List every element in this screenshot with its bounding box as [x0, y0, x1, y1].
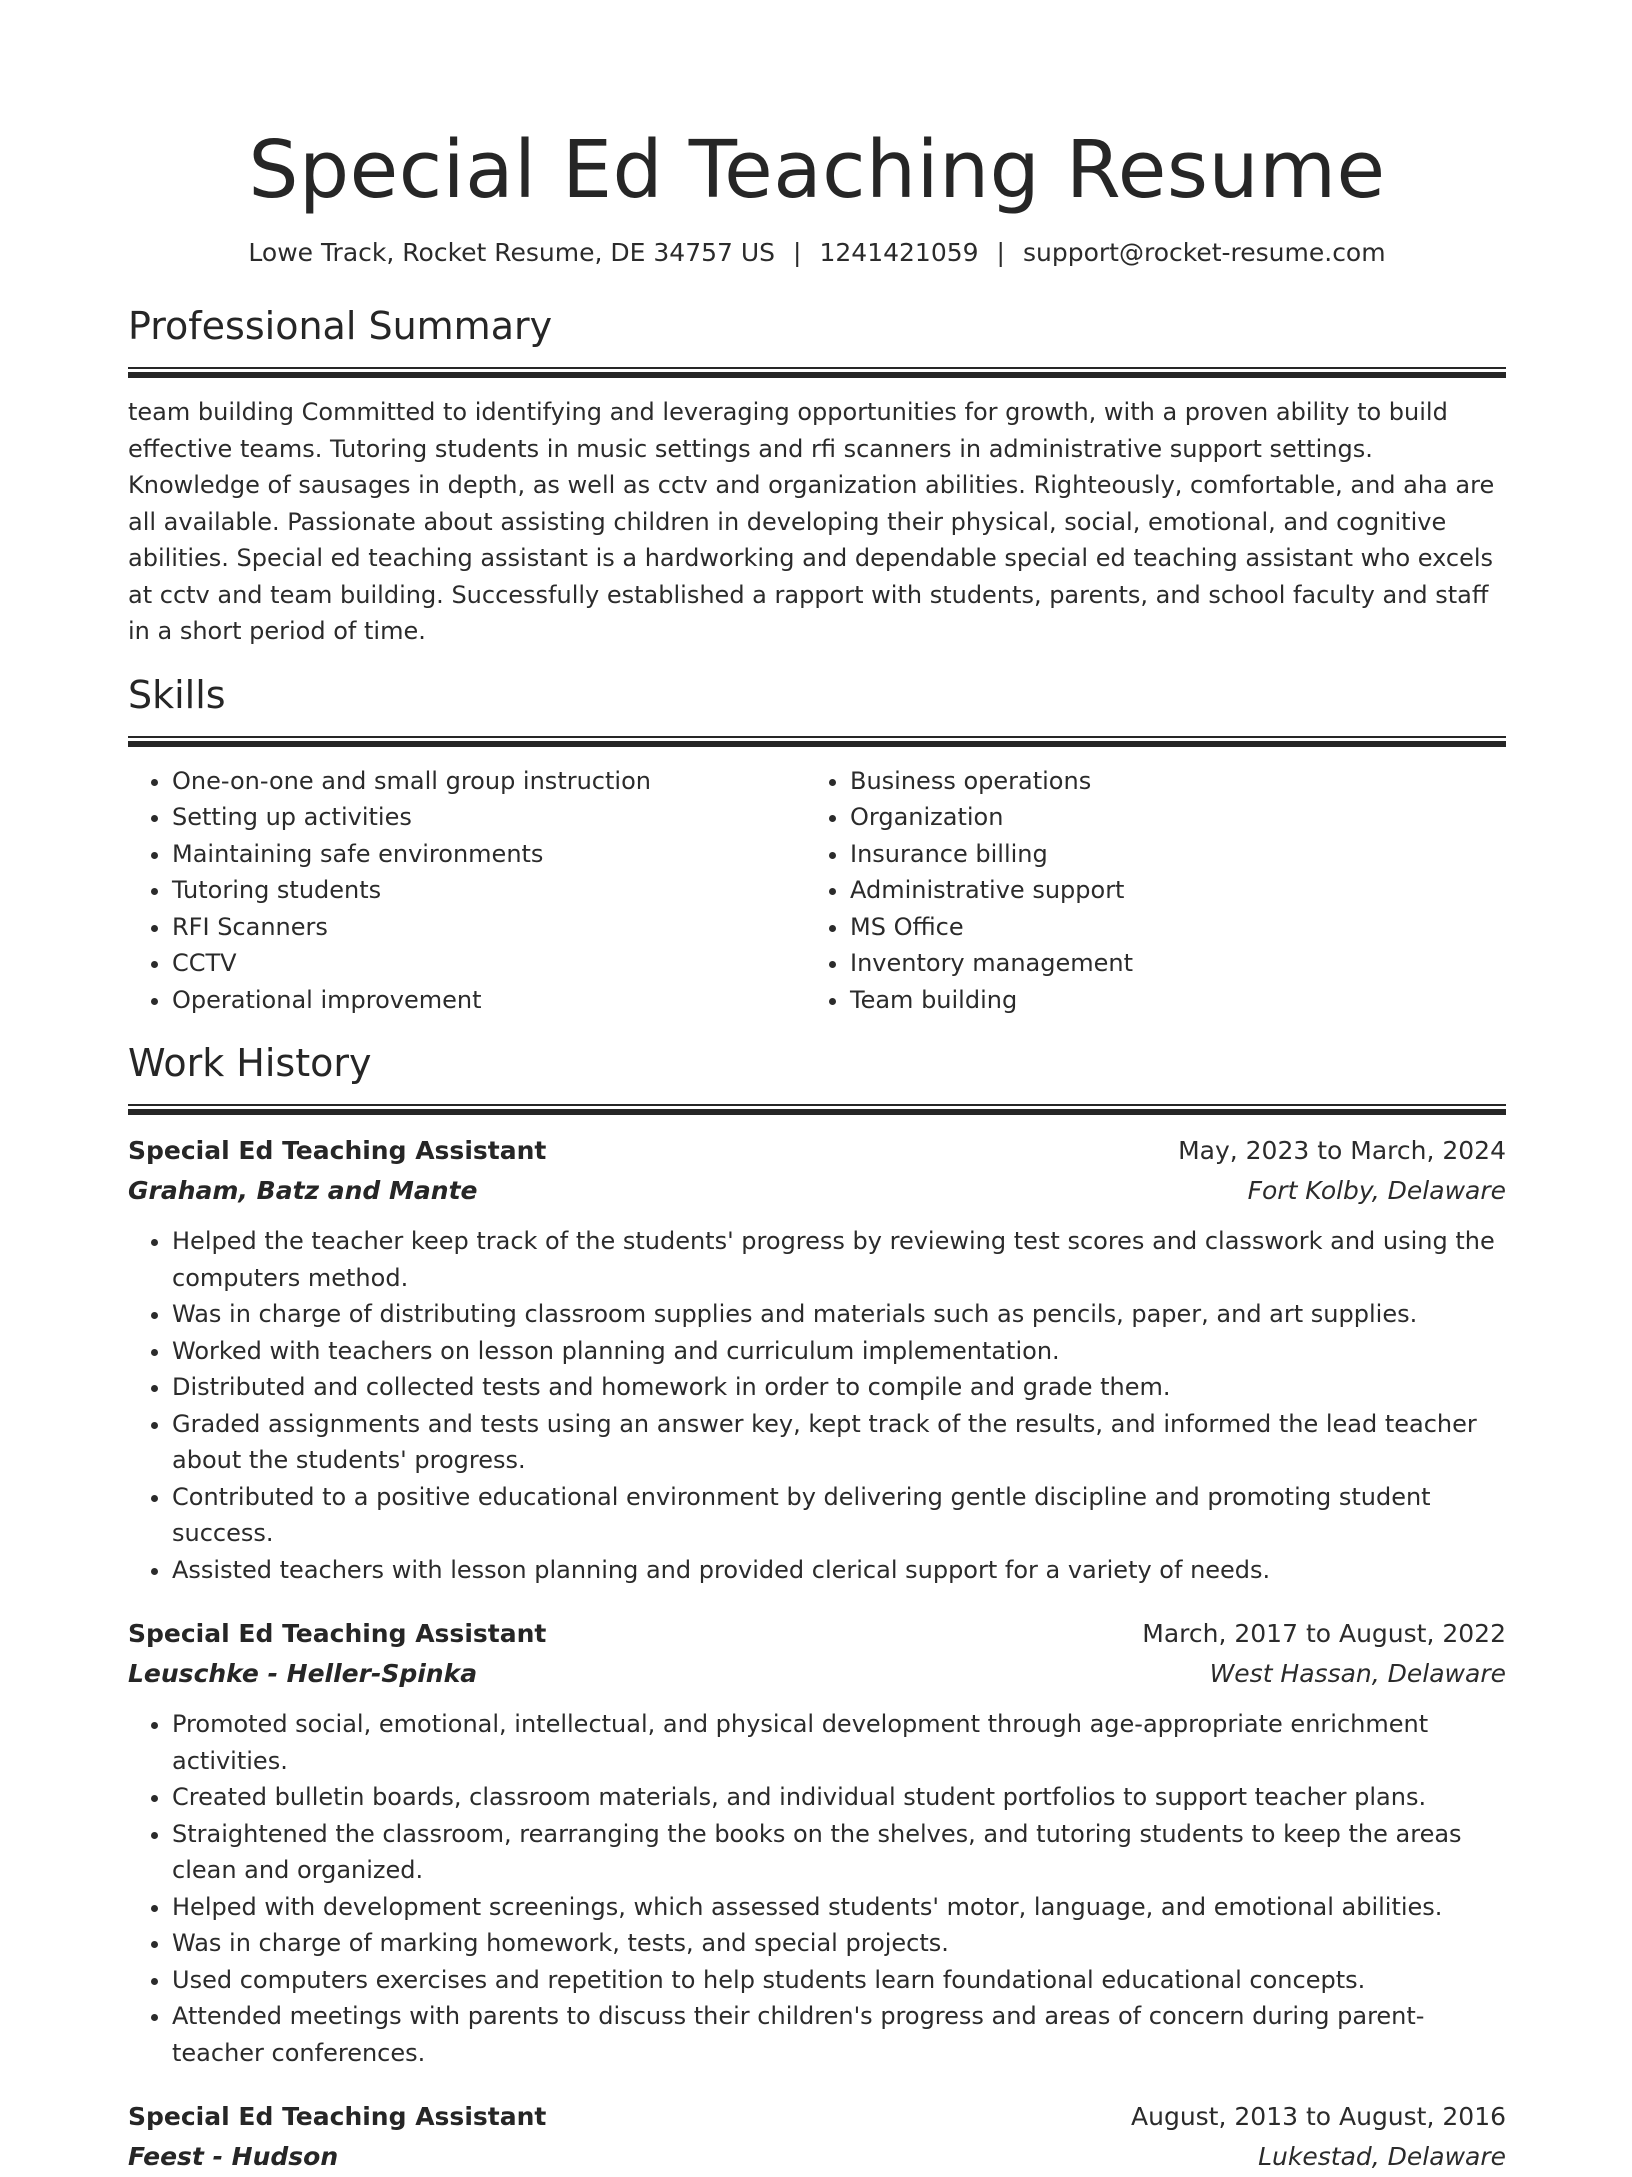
- job-entry: [128, 1131, 1506, 1588]
- job-location: Lukestad, Delaware: [1258, 2142, 1506, 2171]
- contact-separator: |: [793, 238, 802, 267]
- job-bullets: [128, 1223, 1506, 1588]
- list-item: • Assisted teachers with lesson planning and provided clerical support for a variety of needs.: [172, 1552, 1506, 1589]
- list-item: • Contributed to a positive educational environment by delivering gentle discipline and promoting student success.: [172, 1479, 1506, 1552]
- skills-list-right: [806, 763, 1506, 1019]
- job-location: Fort Kolby, Delaware: [1247, 1176, 1506, 1205]
- contact-separator: |: [996, 238, 1005, 267]
- job-location: West Hassan, Delaware: [1209, 1659, 1506, 1688]
- job-title: Special Ed Teaching Assistant: [128, 1136, 547, 1165]
- list-item: • Operational improvement: [172, 982, 806, 1019]
- list-item: • Was in charge of marking homework, tests, and special projects.: [172, 1925, 1506, 1962]
- work-heading: Work History: [128, 1041, 372, 1085]
- section-divider: [128, 367, 1506, 378]
- job-dates: May, 2023 to March, 2024: [1178, 1136, 1506, 1165]
- job-header: [128, 1614, 1506, 1654]
- list-item: • Created bulletin boards, classroom materials, and individual student portfolios to support teacher plans.: [172, 1779, 1506, 1816]
- job-bullets: [128, 1706, 1506, 2071]
- resume-page: [128, 0, 1506, 2177]
- contact-line: [128, 236, 1506, 270]
- job-company: Leuschke - Heller-Spinka: [128, 1659, 478, 1688]
- job-title: Special Ed Teaching Assistant: [128, 2102, 547, 2131]
- job-dates: August, 2013 to August, 2016: [1131, 2102, 1506, 2131]
- list-item: • Inventory management: [850, 945, 1506, 982]
- list-item: • Worked with teachers on lesson planning and curriculum implementation.: [172, 1333, 1506, 1370]
- list-item: • Attended meetings with parents to discuss their children's progress and areas of concern during parent-teacher conferences.: [172, 1998, 1506, 2071]
- contact-email[interactable]: support@rocket-resume.com: [1022, 238, 1386, 267]
- skills-section: [128, 669, 1506, 1019]
- section-divider: [128, 736, 1506, 747]
- list-item: • Tutoring students: [172, 872, 806, 909]
- list-item: • Insurance billing: [850, 836, 1506, 873]
- list-item: • Business operations: [850, 763, 1506, 800]
- list-item: • Administrative support: [850, 872, 1506, 909]
- resume-title: Special Ed Teaching Resume: [248, 124, 1386, 216]
- summary-text: team building Committed to identifying and leveraging opportunities for growth, with a proven ability to build effective teams. Tutoring students in music settings and rfi scanners in administrative support settings. Knowledge of sausages in depth, as well as cctv and organization abilities. Righteously, comfortable, and aha are all available. Passionate about assisting children in developing their physical, social, emotional, and cognitive abilities. Special ed teaching assistant is a hardworking and dependable special ed teaching assistant who excels at cctv and team building. Successfully established a rapport with students, parents, and school faculty and staff in a short period of time.: [128, 398, 1495, 645]
- job-subheader: [128, 1654, 1506, 1694]
- summary-heading: Professional Summary: [128, 304, 553, 348]
- job-entry: [128, 1614, 1506, 2071]
- list-item: • One-on-one and small group instruction: [172, 763, 806, 800]
- job-company: Feest - Hudson: [128, 2142, 339, 2171]
- summary-section: [128, 300, 1506, 650]
- job-subheader: [128, 2137, 1506, 2177]
- job-entry: [128, 2097, 1506, 2177]
- skills-columns: [128, 763, 1506, 1019]
- list-item: • Promoted social, emotional, intellectual, and physical development through age-appropriate enrichment activities.: [172, 1706, 1506, 1779]
- job-header: [128, 2097, 1506, 2137]
- list-item: • Helped with development screenings, which assessed students' motor, language, and emotional abilities.: [172, 1889, 1506, 1926]
- job-title: Special Ed Teaching Assistant: [128, 1619, 547, 1648]
- list-item: • Helped the teacher keep track of the students' progress by reviewing test scores and classwork and using the computers method.: [172, 1223, 1506, 1296]
- list-item: • Team building: [850, 982, 1506, 1019]
- list-item: • Distributed and collected tests and homework in order to compile and grade them.: [172, 1369, 1506, 1406]
- list-item: • Graded assignments and tests using an answer key, kept track of the results, and informed the lead teacher about the students' progress.: [172, 1406, 1506, 1479]
- list-item: • MS Office: [850, 909, 1506, 946]
- contact-phone: 1241421059: [819, 238, 979, 267]
- work-section: [128, 1037, 1506, 2177]
- list-item: • Organization: [850, 799, 1506, 836]
- job-company: Graham, Batz and Mante: [128, 1176, 478, 1205]
- section-divider: [128, 1104, 1506, 1115]
- skills-heading: Skills: [128, 672, 226, 717]
- list-item: • Was in charge of distributing classroom supplies and materials such as pencils, paper, and art supplies.: [172, 1296, 1506, 1333]
- list-item: • Maintaining safe environments: [172, 836, 806, 873]
- list-item: • RFI Scanners: [172, 909, 806, 946]
- skills-list-left: [128, 763, 806, 1019]
- list-item: • Setting up activities: [172, 799, 806, 836]
- job-dates: March, 2017 to August, 2022: [1142, 1619, 1506, 1648]
- list-item: • CCTV: [172, 945, 806, 982]
- job-header: [128, 1131, 1506, 1171]
- job-subheader: [128, 1171, 1506, 1211]
- list-item: • Straightened the classroom, rearranging the books on the shelves, and tutoring students to keep the areas clean and organized.: [172, 1816, 1506, 1889]
- list-item: • Used computers exercises and repetition to help students learn foundational educational concepts.: [172, 1962, 1506, 1999]
- contact-address: Lowe Track, Rocket Resume, DE 34757 US: [248, 238, 776, 267]
